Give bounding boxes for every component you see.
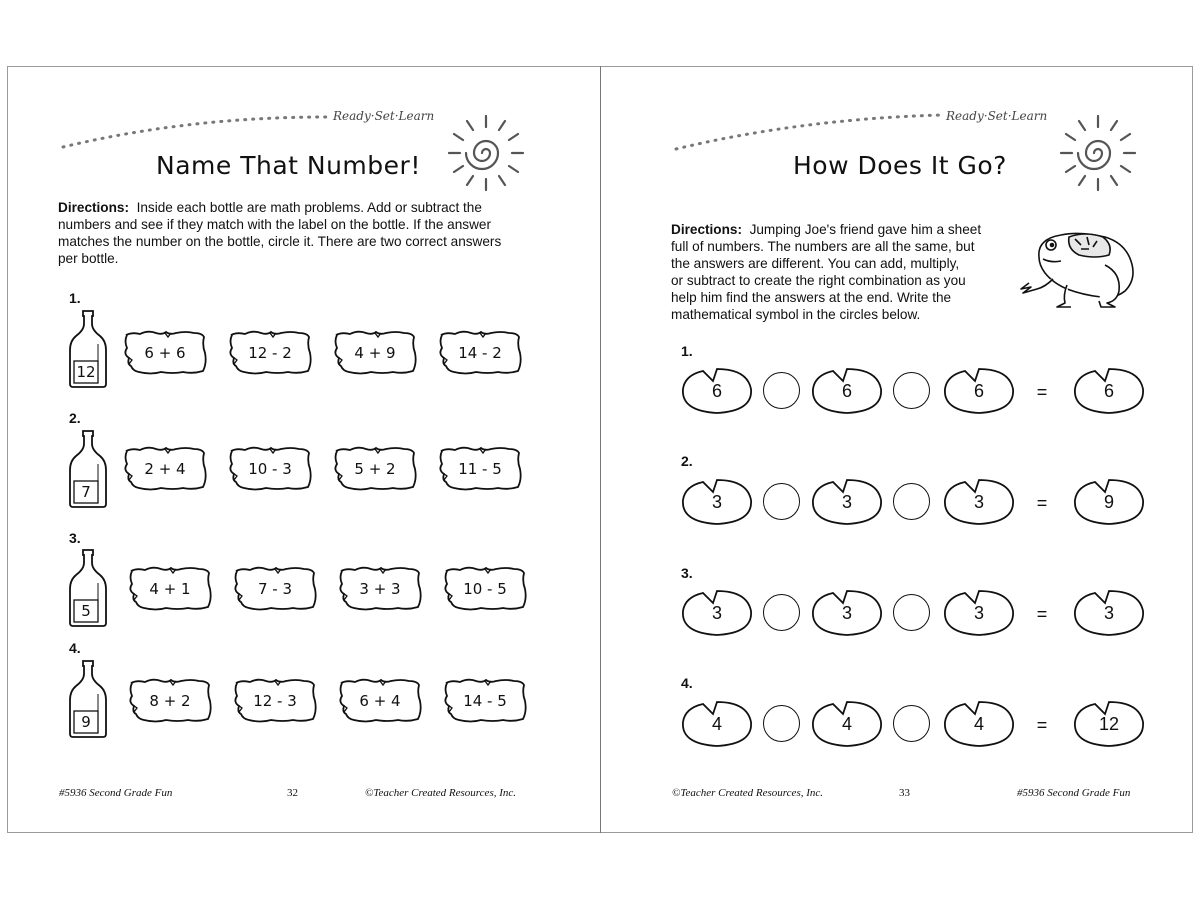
- directions-line: mathematical symbol in the circles below.: [671, 307, 921, 322]
- problem-number: 3.: [681, 565, 693, 581]
- operator-circle[interactable]: [763, 372, 800, 409]
- page-number: 32: [287, 787, 298, 799]
- left-page: [7, 66, 601, 833]
- directions-line: Directions: Inside each bottle are math problems. Add or subtract the: [58, 200, 482, 215]
- brand-label: Ready·Set·Learn: [946, 109, 1048, 123]
- equals-sign: =: [1036, 493, 1048, 513]
- problem-number: 1.: [681, 343, 693, 359]
- problem-option[interactable]: 14 - 2: [458, 344, 502, 362]
- equals-sign: =: [1036, 715, 1048, 735]
- problem-number: 2.: [69, 410, 81, 426]
- equation-answer: 6: [1103, 381, 1114, 401]
- equation-value: 3: [711, 603, 722, 623]
- sun-icon: [8, 67, 602, 207]
- directions-line: full of numbers. The numbers are all the same, but: [671, 239, 975, 254]
- directions-text: [671, 221, 981, 323]
- book-spine: [600, 66, 601, 833]
- problem-option[interactable]: 14 - 5: [463, 692, 507, 710]
- equation-value: 4: [711, 714, 722, 734]
- directions-line: per bottle.: [58, 251, 119, 266]
- problem-option[interactable]: 8 + 2: [149, 692, 191, 710]
- problem-option[interactable]: 2 + 4: [144, 460, 186, 478]
- problem-option[interactable]: 5 + 2: [354, 460, 396, 478]
- directions-label: Directions:: [671, 222, 743, 237]
- footer-left: ©Teacher Created Resources, Inc.: [672, 787, 824, 799]
- problem-number: 4.: [681, 675, 693, 691]
- footer-right: ©Teacher Created Resources, Inc.: [365, 787, 517, 799]
- operator-circle[interactable]: [763, 705, 800, 742]
- problem-option[interactable]: 6 + 6: [144, 344, 186, 362]
- footer-right: #5936 Second Grade Fun: [1017, 787, 1131, 799]
- page-title: Name That Number!: [156, 151, 421, 180]
- equation-value: 3: [841, 603, 852, 623]
- frog-illustration: [1009, 219, 1139, 309]
- footer-left: #5936 Second Grade Fun: [59, 787, 173, 799]
- problem-option[interactable]: 4 + 1: [149, 580, 191, 598]
- equation-value: 3: [841, 492, 852, 512]
- directions-line: the answers are different. You can add, multiply,: [671, 256, 960, 271]
- equation-value: 6: [841, 381, 852, 401]
- equation-value: 6: [973, 381, 984, 401]
- equation-answer: 12: [1098, 714, 1120, 734]
- equation-value: 6: [711, 381, 722, 401]
- problem-option[interactable]: 6 + 4: [359, 692, 401, 710]
- problem-option[interactable]: 3 + 3: [359, 580, 401, 598]
- equation-value: 4: [841, 714, 852, 734]
- sun-icon: [601, 67, 1194, 207]
- operator-circle[interactable]: [763, 594, 800, 631]
- problem-number: 2.: [681, 453, 693, 469]
- directions-text: [58, 199, 501, 267]
- problem-number: 3.: [69, 530, 81, 546]
- equation-value: 3: [973, 492, 984, 512]
- problem-option[interactable]: 10 - 5: [463, 580, 507, 598]
- directions-line: numbers and see if they match with the label on the bottle. If the answer: [58, 217, 491, 232]
- directions-label: Directions:: [58, 200, 130, 215]
- page-number: 33: [899, 787, 910, 799]
- page-title: How Does It Go?: [793, 151, 1007, 180]
- operator-circle[interactable]: [763, 483, 800, 520]
- equals-sign: =: [1036, 382, 1048, 402]
- problem-number: 4.: [69, 640, 81, 656]
- equation-value: 3: [973, 603, 984, 623]
- directions-line: matches the number on the bottle, circle it. There are two correct answers: [58, 234, 502, 249]
- problem-option[interactable]: 4 + 9: [354, 344, 396, 362]
- problem-option[interactable]: 10 - 3: [248, 460, 292, 478]
- problem-option[interactable]: 11 - 5: [458, 460, 502, 478]
- operator-circle[interactable]: [893, 705, 930, 742]
- problem-option[interactable]: 12 - 2: [248, 344, 292, 362]
- problem-option[interactable]: 7 - 3: [257, 580, 293, 598]
- equation-answer: 9: [1103, 492, 1114, 512]
- equation-value: 3: [711, 492, 722, 512]
- operator-circle[interactable]: [893, 372, 930, 409]
- bottle-label: 5: [81, 602, 91, 620]
- operator-circle[interactable]: [893, 483, 930, 520]
- operator-circle[interactable]: [893, 594, 930, 631]
- bottle-label: 9: [81, 713, 91, 731]
- equation-answer: 3: [1103, 603, 1114, 623]
- problem-option[interactable]: 12 - 3: [253, 692, 297, 710]
- directions-line: or subtract to create the right combination as you: [671, 273, 966, 288]
- bottle-label: 7: [81, 483, 91, 501]
- brand-label: Ready·Set·Learn: [333, 109, 435, 123]
- directions-line: Directions: Jumping Joe's friend gave him a sheet: [671, 222, 982, 237]
- problem-number: 1.: [69, 290, 81, 306]
- directions-line: help him find the answers at the end. Write the: [671, 290, 952, 305]
- equals-sign: =: [1036, 604, 1048, 624]
- bottle-label: 12: [76, 363, 96, 381]
- equation-value: 4: [973, 714, 984, 734]
- right-page: [600, 66, 1193, 833]
